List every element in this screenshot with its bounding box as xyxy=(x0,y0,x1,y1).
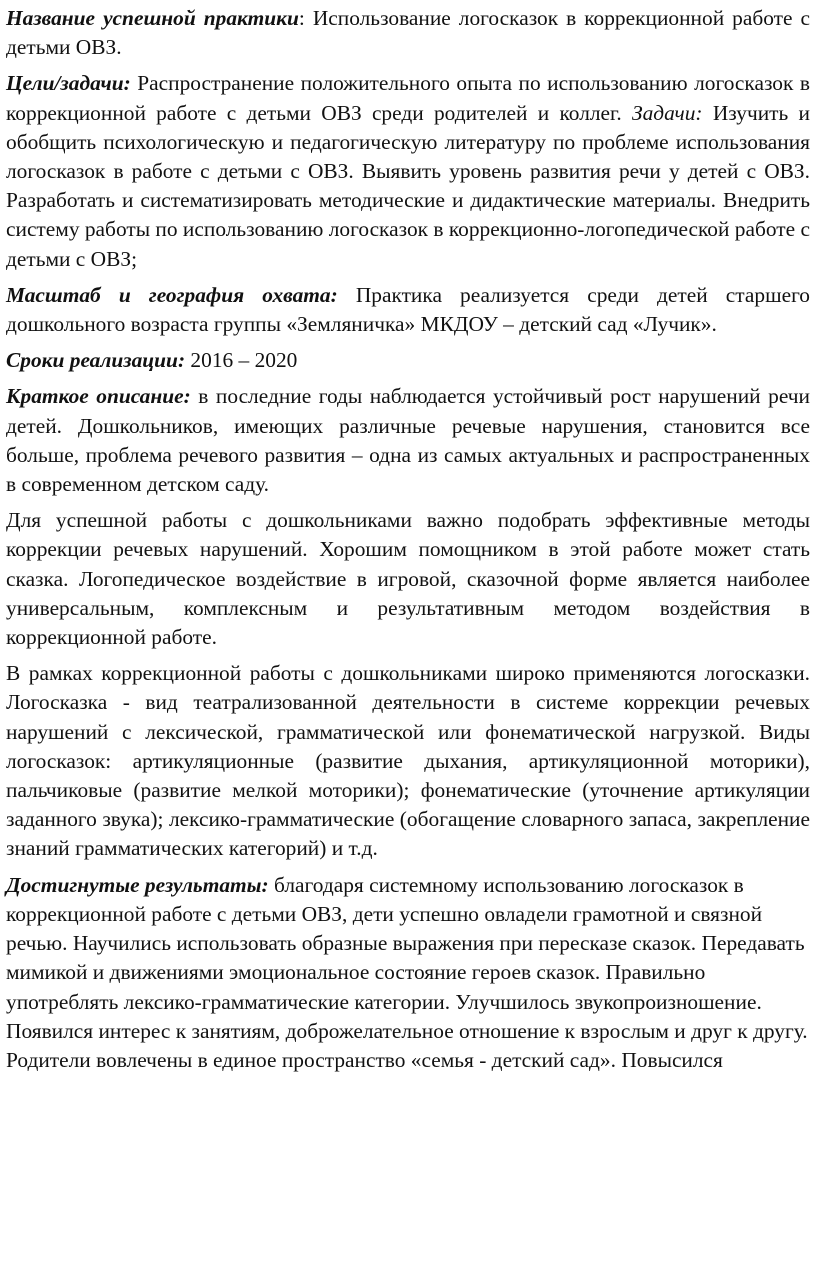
practice-name-paragraph xyxy=(6,4,810,62)
description-text: в последние годы наблюдается устойчивый рост нарушений речи детей. Дошкольников, имеющих различные речевые нарушения, становится все больше, проблема речевого развития – одна из самых актуальных и распространенных в современном детском саду. xyxy=(6,384,810,497)
description-label: Краткое описание: xyxy=(6,384,191,409)
practice-name-text: : Использование логосказок в коррекционной работе с детьми ОВЗ. xyxy=(6,6,810,60)
practice-name-label: Название успешной практики xyxy=(6,6,299,30)
goals-paragraph xyxy=(6,69,810,273)
scale-paragraph xyxy=(6,281,810,339)
timeline-label: Сроки реализации: xyxy=(6,348,186,373)
description-paragraph-2: Для успешной работы с дошкольниками важно подобрать эффективные методы коррекции речевых нарушений. Хорошим помощником в этой работе может стать сказка. Логопедическое воздействие в игровой, сказочной форме является наиболее универсальным, комплексным и результативным методом воздействия в коррекционной работе. xyxy=(6,508,810,650)
description-paragraph xyxy=(6,382,810,499)
goals-label: Цели/задачи: xyxy=(6,71,131,96)
scale-label: Масштаб и география охвата: xyxy=(6,282,338,307)
results-paragraph xyxy=(6,871,810,1075)
description-paragraph-3: В рамках коррекционной работы с дошкольниками широко применяются логосказки. Логосказка - вид театрализованной деятельности в системе коррекции речевых нарушений с лексической, грамматической или фонематической нагрузкой. Виды логосказок: артикуляционные (развитие дыхания, артикуляционной моторики), пальчиковые (развитие мелкой моторики); фонематические (уточнение артикуляции заданного звука); лексико-грамматические (обогащение словарного запаса, закрепление знаний грамматических категорий) и т.д. xyxy=(6,661,810,861)
tasks-text: Изучить и обобщить психологическую и педагогическую литературу по проблеме использования логосказок в работе с детьми с ОВЗ. Выявить уровень развития речи у детей с ОВЗ. Разработать и систематизировать методические и дидактические материалы. Внедрить систему работы по использованию логосказок в коррекционно-логопедической работе с детьми с ОВЗ; xyxy=(6,100,810,271)
timeline-paragraph xyxy=(6,346,810,375)
results-text: благодаря системному использованию логосказок в коррекционной работе с детьми ОВЗ, дети успешно овладели грамотной и связной речью. Научились использовать образные выражения при пересказе сказок. Передавать мимикой и движениями эмоциональное состояние героев сказок. Правильно употреблять лексико-грамматические категории. Улучшилось звукопроизношение. Появился интерес к занятиям, доброжелательное отношение к взрослым и друг к другу. Родители вовлечены в единое пространство «семья - детский сад». Повысился xyxy=(6,872,808,1072)
timeline-text: 2016 – 2020 xyxy=(185,348,298,373)
goals-text: Распространение положительного опыта по использованию логосказок в коррекционной работе с детьми ОВЗ среди родителей и коллег. xyxy=(6,71,810,125)
scale-text: Практика реализуется среди детей старшего дошкольного возраста группы «Земляничка» МКДОУ – детский сад «Лучик». xyxy=(6,282,811,337)
tasks-label: Задачи: xyxy=(632,100,703,125)
results-label: Достигнутые результаты: xyxy=(6,872,269,897)
